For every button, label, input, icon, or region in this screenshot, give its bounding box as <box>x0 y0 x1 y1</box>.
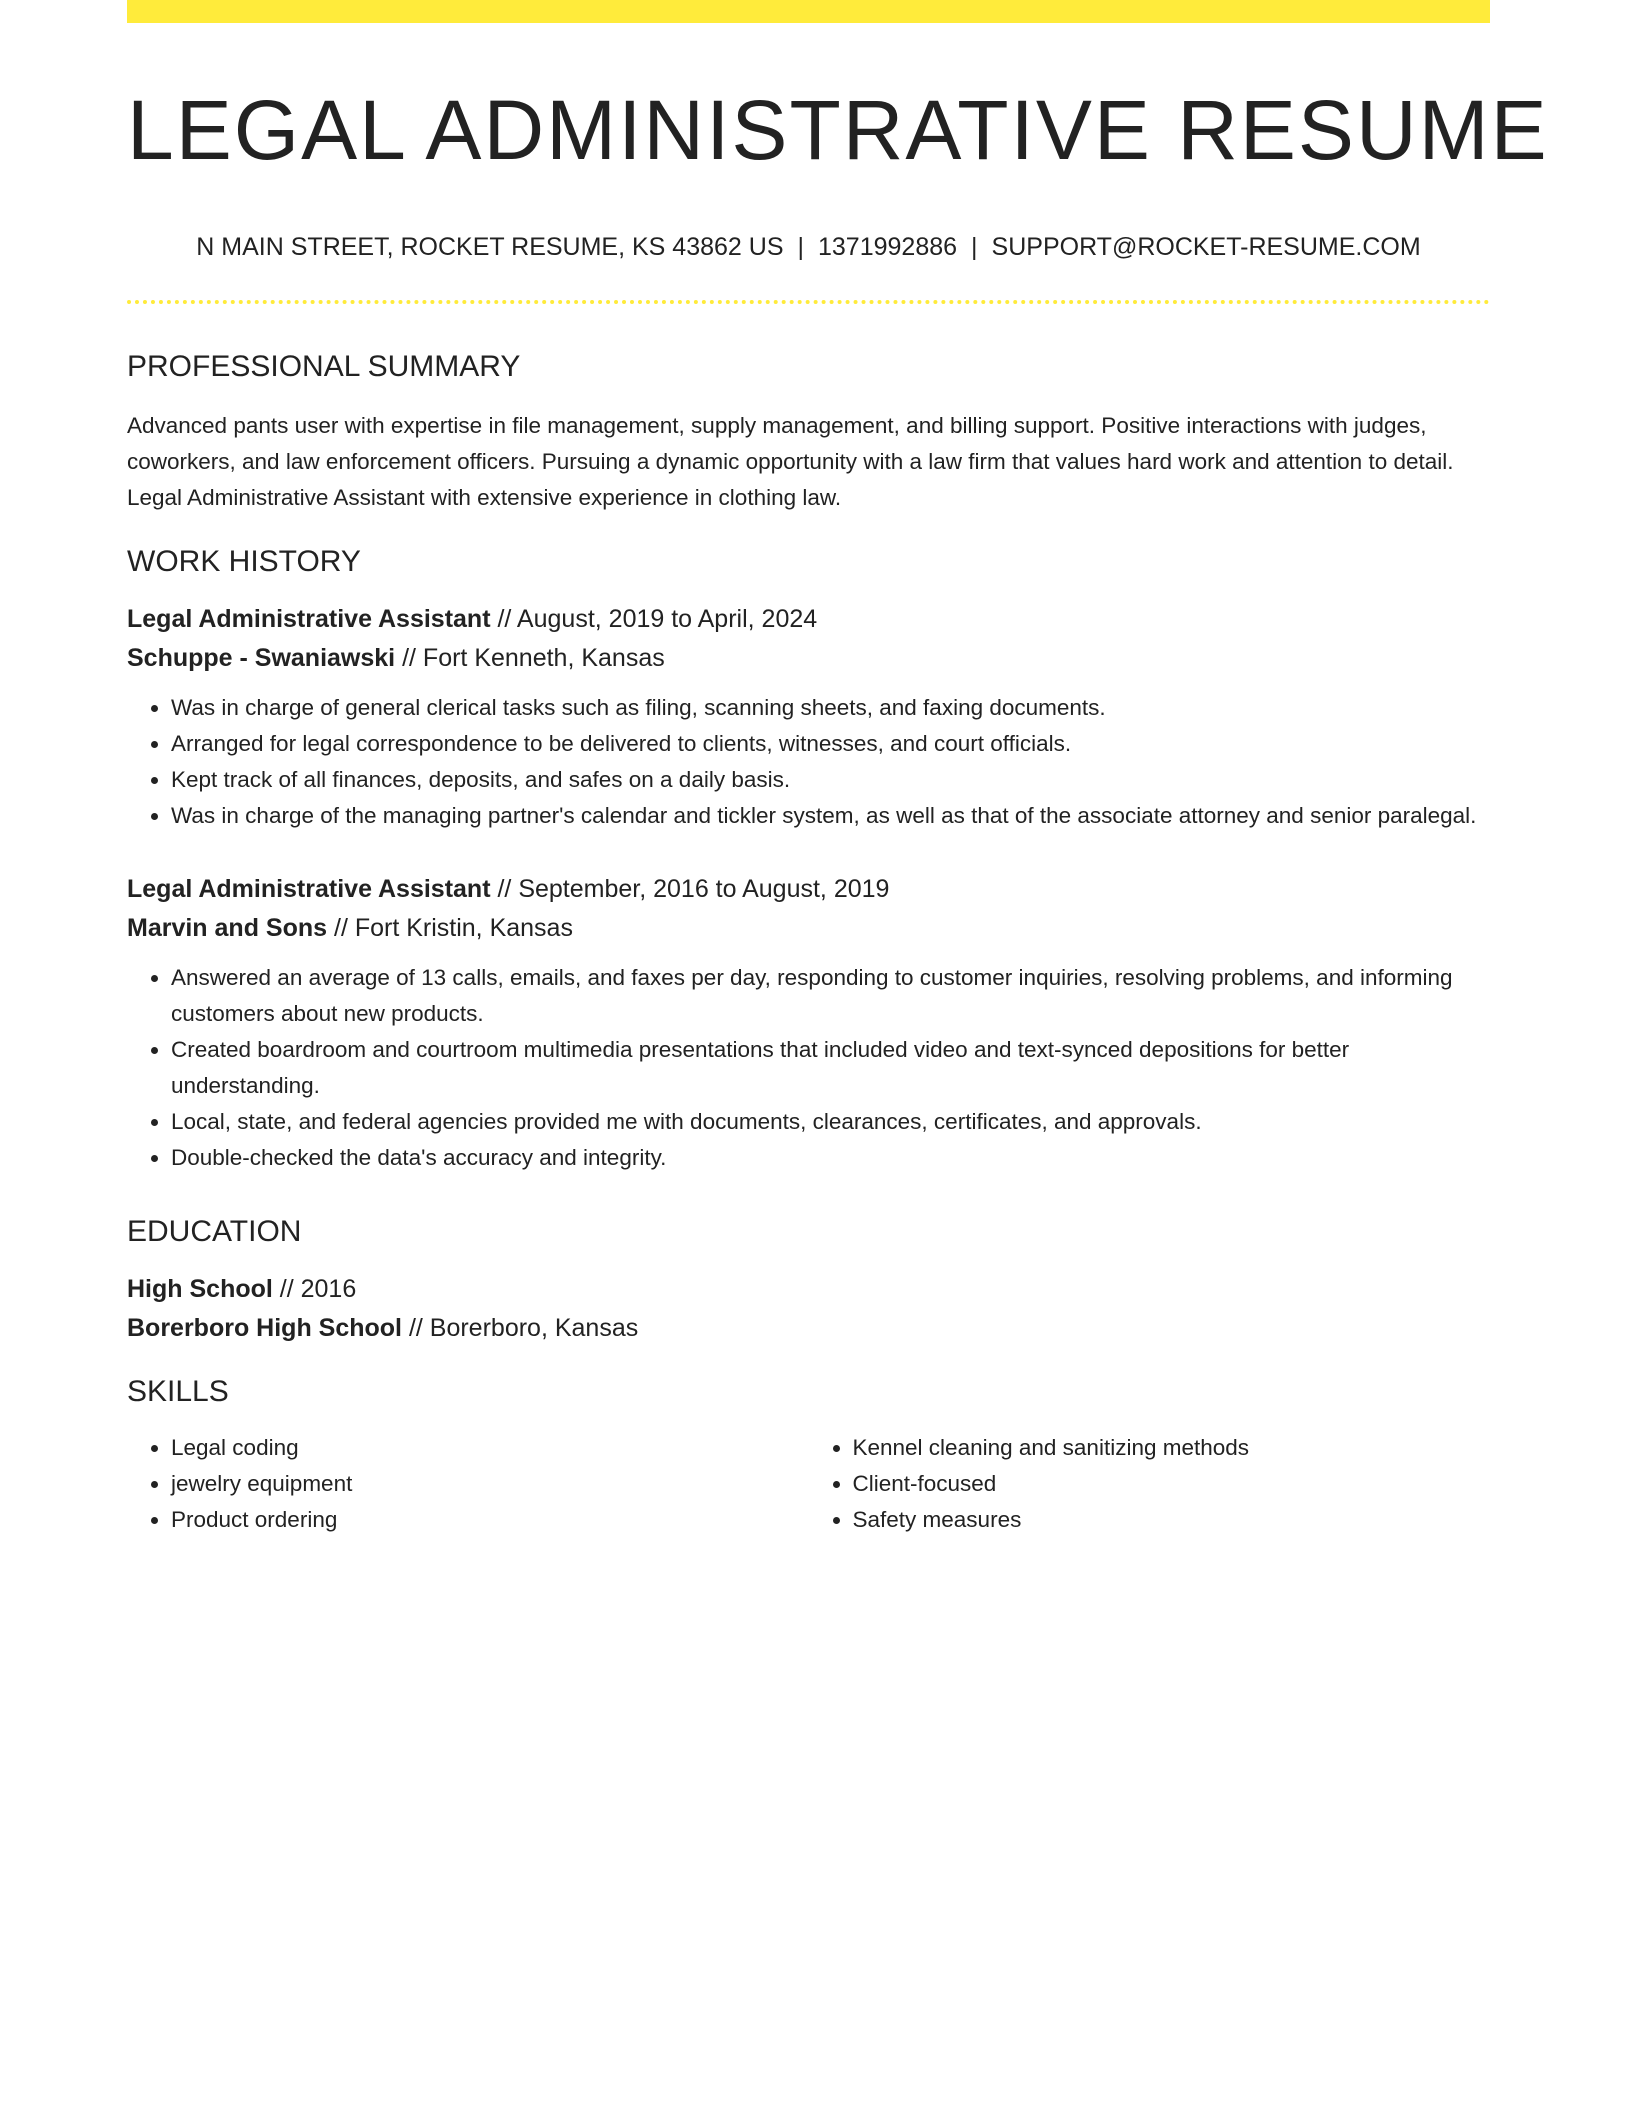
skills-grid <box>127 1430 1490 1538</box>
skill-item: • Kennel cleaning and sanitizing methods <box>853 1430 1491 1466</box>
education-year: // 2016 <box>272 1275 357 1303</box>
job-role: Legal Administrative Assistant <box>127 875 491 903</box>
job-location: // Fort Kenneth, Kansas <box>395 644 665 672</box>
job-role-line <box>127 600 1490 639</box>
resume-title: LEGAL ADMINISTRATIVE RESUME <box>127 83 1549 177</box>
job-dates: // September, 2016 to August, 2019 <box>490 875 890 903</box>
job-company-line <box>127 909 1490 948</box>
job-duty-item: • Was in charge of general clerical tasks such as filing, scanning sheets, and faxing documents. <box>171 690 1490 726</box>
contact-address: N MAIN STREET, ROCKET RESUME, KS 43862 US <box>196 233 784 261</box>
education-degree: High School <box>127 1275 273 1303</box>
job-location: // Fort Kristin, Kansas <box>327 914 573 942</box>
resume-page <box>127 0 1549 1538</box>
summary-text: Advanced pants user with expertise in file management, supply management, and billing support. Positive interactions with judges, coworkers, and law enforcement officers. Pursuing a dynamic opportunity with a law firm that values hard work and attention to detail. Legal Administrative Assistant with extensive experience in clothing law. <box>127 413 1454 510</box>
skill-item: • Legal coding <box>171 1430 809 1466</box>
job-duty-item: • Was in charge of the managing partner's calendar and tickler system, as well as that of the associate attorney and senior paralegal. <box>171 798 1490 834</box>
job-duty-item: • Arranged for legal correspondence to be delivered to clients, witnesses, and court officials. <box>171 726 1490 762</box>
skill-item: • jewelry equipment <box>171 1466 809 1502</box>
job-company: Marvin and Sons <box>127 914 328 942</box>
accent-top-bar <box>127 0 1490 23</box>
contact-email: SUPPORT@ROCKET-RESUME.COM <box>991 233 1421 261</box>
section-title-summary: PROFESSIONAL SUMMARY <box>127 350 521 383</box>
job-role-line <box>127 870 1490 909</box>
job-duty-item: • Created boardroom and courtroom multimedia presentations that included video and text-synced depositions for better understanding. <box>171 1032 1490 1104</box>
education-school-line <box>127 1309 1490 1348</box>
section-title-education: EDUCATION <box>127 1215 302 1248</box>
job-duties-list <box>127 960 1490 1176</box>
skills-list-left <box>127 1430 809 1538</box>
section-title-skills: SKILLS <box>127 1375 229 1408</box>
job-company-line <box>127 639 1490 678</box>
section-title-work-history: WORK HISTORY <box>127 545 361 578</box>
job-duty-item: • Local, state, and federal agencies provided me with documents, clearances, certificates, and approvals. <box>171 1104 1490 1140</box>
job-duties-list <box>127 690 1490 834</box>
skill-item: • Safety measures <box>853 1502 1491 1538</box>
education-location: // Borerboro, Kansas <box>402 1314 639 1342</box>
job-duty-item: • Kept track of all finances, deposits, and safes on a daily basis. <box>171 762 1490 798</box>
contact-separator: | <box>797 233 804 261</box>
job-dates: // August, 2019 to April, 2024 <box>490 605 818 633</box>
education-entry <box>127 1270 1490 1348</box>
dotted-divider <box>127 300 1490 304</box>
contact-separator: | <box>971 233 978 261</box>
contact-line <box>127 232 1490 262</box>
education-degree-line <box>127 1270 1490 1309</box>
job-duty-item: • Answered an average of 13 calls, emails, and faxes per day, responding to customer inquiries, resolving problems, and informing customers about new products. <box>171 960 1490 1032</box>
education-school: Borerboro High School <box>127 1314 402 1342</box>
job-company: Schuppe - Swaniawski <box>127 644 396 672</box>
job-entry <box>127 600 1490 834</box>
contact-phone: 1371992886 <box>818 233 958 261</box>
job-role: Legal Administrative Assistant <box>127 605 491 633</box>
job-duty-item: • Double-checked the data's accuracy and integrity. <box>171 1140 1490 1176</box>
job-entry <box>127 870 1490 1176</box>
skills-list-right <box>809 1430 1491 1538</box>
skill-item: • Product ordering <box>171 1502 809 1538</box>
skill-item: • Client-focused <box>853 1466 1491 1502</box>
